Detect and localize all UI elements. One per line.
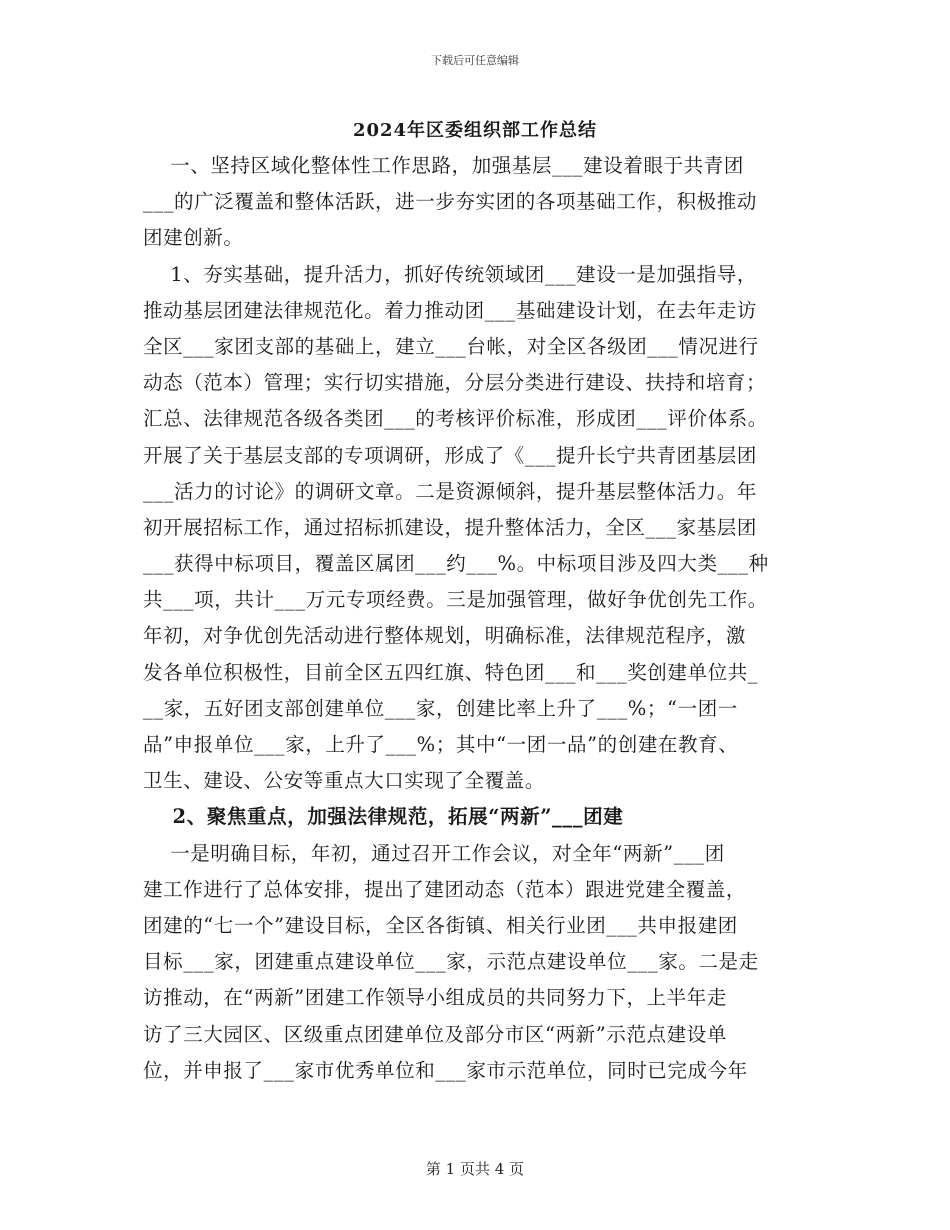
body-text-line: 共___项，共计___万元专项经费。三是加强管理，做好争优创先工作。 (143, 588, 768, 612)
body-text-line: 开展了关于基层支部的专项调研，形成了《___提升长宁共青团基层团 (143, 443, 757, 467)
body-text-line: ___的广泛覆盖和整体活跃，进一步夯实团的各项基础工作，积极推动 (143, 190, 757, 214)
body-text-line: 1、夯实基础，提升活力，抓好传统领域团___建设一是加强指导， (143, 262, 757, 286)
body-text-line: 年初，对争优创先活动进行整体规划，明确标准，法律规范程序，激 (143, 624, 747, 648)
body-text-line: 访了三大园区、区级重点团建单位及部分市区“两新”示范点建设单 (143, 1022, 727, 1046)
body-text-line: 访推动，在“两新”团建工作领导小组成员的共同努力下，上半年走 (143, 986, 727, 1010)
header-note: 下载后可任意编辑 (431, 54, 519, 67)
document-title: 2024年区委组织部工作总结 (352, 120, 598, 141)
body-text-line: 一是明确目标，年初，通过召开工作会议，对全年“两新”___团 (143, 841, 725, 865)
body-text-line: 建工作进行了总体安排，提出了建团动态（范本）跟进党建全覆盖， (143, 877, 747, 901)
body-text-line: 推动基层团建法律规范化。着力推动团___基础建设计划，在去年走访 (143, 298, 757, 322)
body-text-line: 一、坚持区域化整体性工作思路，加强基层___建设着眼于共青团 (143, 154, 744, 177)
body-text-line: 团建创新。 (143, 226, 244, 250)
body-text-line: 卫生、建设、公安等重点大口实现了全覆盖。 (143, 769, 546, 793)
body-text-line: 位，并申报了___家市优秀单位和___家市示范单位，同时已完成今年 (143, 1058, 748, 1082)
body-text-line: __家，五好团支部创建单位___家，创建比率上升了___%；“一团一 (143, 696, 738, 720)
body-text-line: 团建的“七一个”建设目标，全区各街镇、相关行业团___共申报建团 (143, 913, 738, 937)
body-text-line: 发各单位积极性，目前全区五四红旗、特色团___和___奖创建单位共_ (143, 660, 759, 684)
body-text-line: ___获得中标项目，覆盖区属团___约___%。中标项目涉及四大类___种 (143, 552, 769, 576)
body-text-line: 目标___家，团建重点建设单位___家，示范点建设单位___家。二是走 (143, 950, 759, 974)
page-footer: 第 1 页共 4 页 (425, 1160, 525, 1178)
body-text-line: ___活力的讨论》的调研文章。二是资源倾斜，提升基层整体活力。年 (143, 479, 757, 503)
body-text-line: 汇总、法律规范各级各类团___的考核评价标准，形成团___评价体系。 (143, 407, 768, 431)
body-text-line: 全区___家团支部的基础上，建立___台帐，对全区各级团___情况进行 (143, 334, 759, 358)
body-text-line: 动态（范本）管理；实行切实措施，分层分类进行建设、扶持和培育； (143, 371, 767, 395)
body-text-line: 初开展招标工作，通过招标抓建设，提升整体活力，全区___家基层团 (143, 515, 757, 539)
section-heading-line: 2、聚焦重点，加强法律规范，拓展“两新”___团建 (143, 805, 624, 829)
body-text-line: 品”申报单位___家，上升了___%；其中“一团一品”的创建在教育、 (143, 733, 739, 756)
document-body (143, 148, 808, 1089)
